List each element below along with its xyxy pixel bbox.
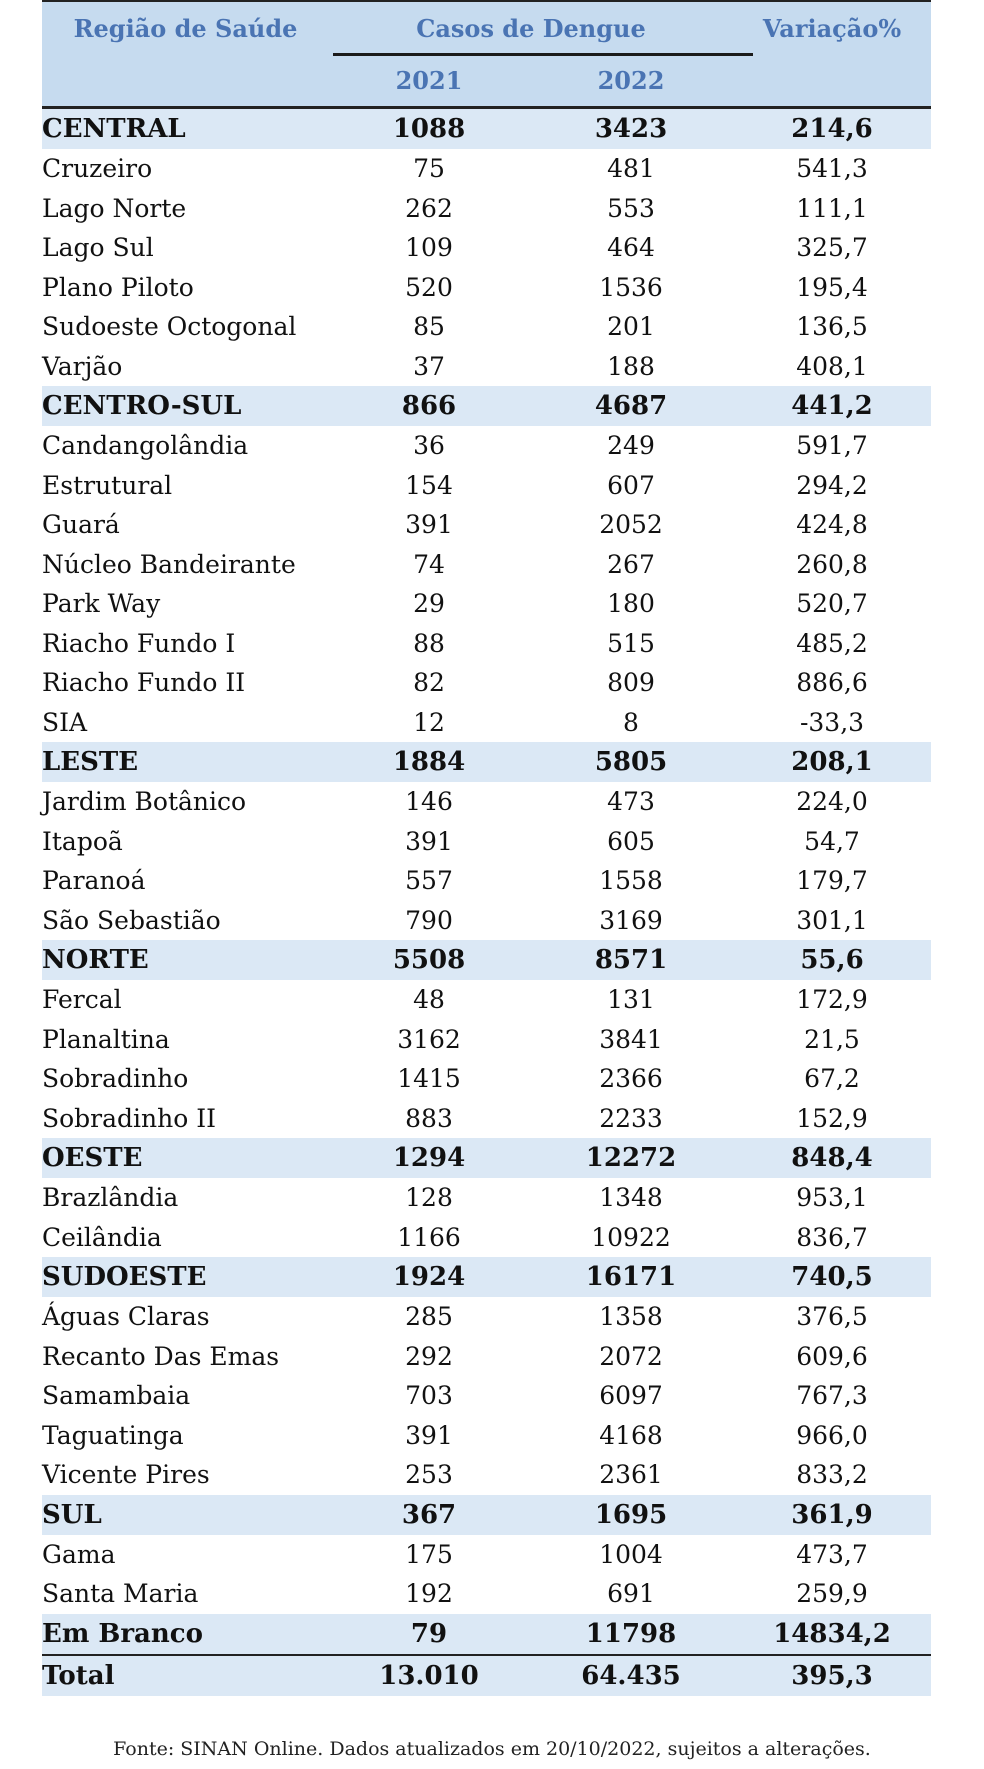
cases-2021-cell: 82 — [329, 663, 529, 703]
table-row — [42, 703, 931, 743]
region-name-cell: SUDOESTE — [42, 1257, 329, 1297]
region-name-cell: Total — [42, 1655, 329, 1696]
region-name-cell: CENTRO-SUL — [42, 386, 329, 426]
cases-2021-cell: 48 — [329, 980, 529, 1020]
cases-2021-cell: 1088 — [329, 108, 529, 150]
cases-2022-cell: 1348 — [529, 1178, 733, 1218]
region-name-cell: Lago Sul — [42, 228, 329, 268]
region-name-cell: Riacho Fundo I — [42, 624, 329, 664]
cases-2021-cell: 1924 — [329, 1257, 529, 1297]
table-row — [42, 426, 931, 466]
region-name-cell: Sobradinho II — [42, 1099, 329, 1139]
cases-2021-cell: 74 — [329, 545, 529, 585]
cases-2022-cell: 180 — [529, 584, 733, 624]
cases-2021-cell: 29 — [329, 584, 529, 624]
cases-2022-cell: 8 — [529, 703, 733, 743]
table-row — [42, 189, 931, 229]
table-row — [42, 1337, 931, 1377]
table-row — [42, 1376, 931, 1416]
cases-2022-cell: 4168 — [529, 1416, 733, 1456]
region-row — [42, 1138, 931, 1178]
region-name-cell: Brazlândia — [42, 1178, 329, 1218]
region-name-cell: Santa Maria — [42, 1574, 329, 1614]
cases-2022-cell: 553 — [529, 189, 733, 229]
cases-2022-cell: 607 — [529, 466, 733, 506]
cases-2022-cell: 1004 — [529, 1535, 733, 1575]
table-row — [42, 782, 931, 822]
region-name-cell: Cruzeiro — [42, 149, 329, 189]
cases-2022-cell: 3841 — [529, 1020, 733, 1060]
region-row — [42, 742, 931, 782]
cases-2022-cell: 2233 — [529, 1099, 733, 1139]
variation-cell: 224,0 — [733, 782, 931, 822]
cases-2022-cell: 2072 — [529, 1337, 733, 1377]
variation-cell: 325,7 — [733, 228, 931, 268]
cases-2021-cell: 36 — [329, 426, 529, 466]
cases-2021-cell: 866 — [329, 386, 529, 426]
variation-cell: 260,8 — [733, 545, 931, 585]
header-region: Região de Saúde — [42, 2, 329, 54]
variation-cell: 473,7 — [733, 1535, 931, 1575]
region-name-cell: Gama — [42, 1535, 329, 1575]
table-row — [42, 347, 931, 387]
region-name-cell: NORTE — [42, 940, 329, 980]
variation-cell: 848,4 — [733, 1138, 931, 1178]
variation-cell: 441,2 — [733, 386, 931, 426]
region-name-cell: SIA — [42, 703, 329, 743]
table-row — [42, 268, 931, 308]
cases-2021-cell: 883 — [329, 1099, 529, 1139]
cases-2022-cell: 605 — [529, 822, 733, 862]
table-row — [42, 663, 931, 703]
region-name-cell: Jardim Botânico — [42, 782, 329, 822]
cases-2022-cell: 188 — [529, 347, 733, 387]
variation-cell: 520,7 — [733, 584, 931, 624]
cases-2022-cell: 11798 — [529, 1614, 733, 1655]
variation-cell: 361,9 — [733, 1495, 931, 1535]
cases-2021-cell: 37 — [329, 347, 529, 387]
cases-2022-cell: 16171 — [529, 1257, 733, 1297]
table-row — [42, 901, 931, 941]
cases-2022-cell: 691 — [529, 1574, 733, 1614]
table-row — [42, 1059, 931, 1099]
source-footnote: Fonte: SINAN Online. Dados atualizados em 20/10/2022, sujeitos a alterações. — [113, 1738, 871, 1760]
cases-2021-cell: 79 — [329, 1614, 529, 1655]
header-year-2021: 2021 — [329, 54, 529, 108]
variation-cell: 541,3 — [733, 149, 931, 189]
cases-2022-cell: 267 — [529, 545, 733, 585]
cases-2022-cell: 1358 — [529, 1297, 733, 1337]
region-name-cell: Lago Norte — [42, 189, 329, 229]
cases-2022-cell: 2361 — [529, 1455, 733, 1495]
cases-2021-cell: 703 — [329, 1376, 529, 1416]
total-row — [42, 1655, 931, 1696]
variation-cell: 214,6 — [733, 108, 931, 150]
variation-cell: 111,1 — [733, 189, 931, 229]
cases-2021-cell: 1166 — [329, 1218, 529, 1258]
region-name-cell: Samambaia — [42, 1376, 329, 1416]
variation-cell: 376,5 — [733, 1297, 931, 1337]
cases-2021-cell: 391 — [329, 1416, 529, 1456]
cases-2021-cell: 3162 — [329, 1020, 529, 1060]
variation-cell: 54,7 — [733, 822, 931, 862]
blank-row — [42, 1614, 931, 1655]
variation-cell: 408,1 — [733, 347, 931, 387]
cases-2021-cell: 192 — [329, 1574, 529, 1614]
region-name-cell: OESTE — [42, 1138, 329, 1178]
cases-2022-cell: 5805 — [529, 742, 733, 782]
cases-2021-cell: 85 — [329, 307, 529, 347]
cases-2022-cell: 2052 — [529, 505, 733, 545]
region-name-cell: Recanto Das Emas — [42, 1337, 329, 1377]
region-name-cell: Fercal — [42, 980, 329, 1020]
cases-2022-cell: 249 — [529, 426, 733, 466]
region-row — [42, 386, 931, 426]
table-row — [42, 1178, 931, 1218]
cases-2022-cell: 3169 — [529, 901, 733, 941]
cases-2022-cell: 3423 — [529, 108, 733, 150]
cases-2022-cell: 1695 — [529, 1495, 733, 1535]
header-empty-cell — [42, 54, 329, 108]
cases-2021-cell: 285 — [329, 1297, 529, 1337]
region-name-cell: Em Branco — [42, 1614, 329, 1655]
cases-2022-cell: 201 — [529, 307, 733, 347]
table-row — [42, 1297, 931, 1337]
table-row — [42, 1020, 931, 1060]
region-row — [42, 108, 931, 150]
region-name-cell: São Sebastião — [42, 901, 329, 941]
table-row — [42, 545, 931, 585]
cases-2022-cell: 8571 — [529, 940, 733, 980]
cases-2021-cell: 75 — [329, 149, 529, 189]
variation-cell: -33,3 — [733, 703, 931, 743]
cases-2022-cell: 12272 — [529, 1138, 733, 1178]
cases-2021-cell: 12 — [329, 703, 529, 743]
region-name-cell: Itapoã — [42, 822, 329, 862]
cases-2021-cell: 253 — [329, 1455, 529, 1495]
region-name-cell: Candangolândia — [42, 426, 329, 466]
table-row — [42, 1455, 931, 1495]
variation-cell: 740,5 — [733, 1257, 931, 1297]
table-row — [42, 228, 931, 268]
region-name-cell: SUL — [42, 1495, 329, 1535]
cases-2022-cell: 473 — [529, 782, 733, 822]
variation-cell: 395,3 — [733, 1655, 931, 1696]
variation-cell: 208,1 — [733, 742, 931, 782]
cases-2021-cell: 1415 — [329, 1059, 529, 1099]
table-body — [42, 108, 931, 1696]
table-row — [42, 505, 931, 545]
region-name-cell: Ceilândia — [42, 1218, 329, 1258]
region-name-cell: LESTE — [42, 742, 329, 782]
table-row — [42, 1535, 931, 1575]
cases-2022-cell: 64.435 — [529, 1655, 733, 1696]
table-row — [42, 980, 931, 1020]
variation-cell: 301,1 — [733, 901, 931, 941]
cases-2022-cell: 131 — [529, 980, 733, 1020]
table-row — [42, 1574, 931, 1614]
cases-2021-cell: 391 — [329, 505, 529, 545]
header-row-1 — [42, 2, 931, 54]
table-row — [42, 861, 931, 901]
variation-cell: 886,6 — [733, 663, 931, 703]
variation-cell: 953,1 — [733, 1178, 931, 1218]
region-name-cell: Sudoeste Octogonal — [42, 307, 329, 347]
variation-cell: 14834,2 — [733, 1614, 931, 1655]
variation-cell: 966,0 — [733, 1416, 931, 1456]
cases-2022-cell: 10922 — [529, 1218, 733, 1258]
variation-cell: 172,9 — [733, 980, 931, 1020]
variation-cell: 294,2 — [733, 466, 931, 506]
header-cases: Casos de Dengue — [329, 2, 733, 54]
cases-2021-cell: 13.010 — [329, 1655, 529, 1696]
table-row — [42, 822, 931, 862]
table-row — [42, 307, 931, 347]
variation-cell: 767,3 — [733, 1376, 931, 1416]
variation-cell: 259,9 — [733, 1574, 931, 1614]
cases-2021-cell: 790 — [329, 901, 529, 941]
region-name-cell: Sobradinho — [42, 1059, 329, 1099]
cases-2021-cell: 128 — [329, 1178, 529, 1218]
cases-2021-cell: 391 — [329, 822, 529, 862]
region-name-cell: Guará — [42, 505, 329, 545]
cases-2021-cell: 557 — [329, 861, 529, 901]
region-name-cell: Riacho Fundo II — [42, 663, 329, 703]
cases-2022-cell: 1558 — [529, 861, 733, 901]
header-year-2022: 2022 — [529, 54, 733, 108]
table-row — [42, 149, 931, 189]
cases-2021-cell: 175 — [329, 1535, 529, 1575]
region-name-cell: Estrutural — [42, 466, 329, 506]
table-row — [42, 1416, 931, 1456]
variation-cell: 591,7 — [733, 426, 931, 466]
variation-cell: 179,7 — [733, 861, 931, 901]
cases-2021-cell: 5508 — [329, 940, 529, 980]
variation-cell: 609,6 — [733, 1337, 931, 1377]
table-row — [42, 1218, 931, 1258]
region-row — [42, 1495, 931, 1535]
dengue-cases-table — [42, 2, 931, 1696]
variation-cell: 424,8 — [733, 505, 931, 545]
region-name-cell: Vicente Pires — [42, 1455, 329, 1495]
cases-2022-cell: 1536 — [529, 268, 733, 308]
header-row-2 — [42, 54, 931, 108]
cases-2021-cell: 109 — [329, 228, 529, 268]
cases-2021-cell: 292 — [329, 1337, 529, 1377]
cases-2021-cell: 520 — [329, 268, 529, 308]
cases-2022-cell: 481 — [529, 149, 733, 189]
cases-2021-cell: 262 — [329, 189, 529, 229]
cases-2021-cell: 367 — [329, 1495, 529, 1535]
cases-2022-cell: 2366 — [529, 1059, 733, 1099]
cases-2021-cell: 154 — [329, 466, 529, 506]
cases-2021-cell: 1884 — [329, 742, 529, 782]
variation-cell: 55,6 — [733, 940, 931, 980]
table-row — [42, 624, 931, 664]
region-name-cell: Taguatinga — [42, 1416, 329, 1456]
cases-2022-cell: 809 — [529, 663, 733, 703]
variation-cell: 485,2 — [733, 624, 931, 664]
region-name-cell: Núcleo Bandeirante — [42, 545, 329, 585]
variation-cell: 67,2 — [733, 1059, 931, 1099]
region-name-cell: Varjão — [42, 347, 329, 387]
cases-header-underline — [333, 53, 753, 56]
variation-cell: 833,2 — [733, 1455, 931, 1495]
region-name-cell: Planaltina — [42, 1020, 329, 1060]
region-name-cell: Águas Claras — [42, 1297, 329, 1337]
region-name-cell: Park Way — [42, 584, 329, 624]
table-row — [42, 1099, 931, 1139]
variation-cell: 136,5 — [733, 307, 931, 347]
cases-2022-cell: 515 — [529, 624, 733, 664]
header-variation: Variação% — [733, 2, 931, 54]
cases-2021-cell: 146 — [329, 782, 529, 822]
cases-2022-cell: 6097 — [529, 1376, 733, 1416]
variation-cell: 195,4 — [733, 268, 931, 308]
variation-cell: 21,5 — [733, 1020, 931, 1060]
variation-cell: 836,7 — [733, 1218, 931, 1258]
region-name-cell: Paranoá — [42, 861, 329, 901]
cases-2021-cell: 88 — [329, 624, 529, 664]
cases-2021-cell: 1294 — [329, 1138, 529, 1178]
cases-2022-cell: 464 — [529, 228, 733, 268]
region-name-cell: CENTRAL — [42, 108, 329, 150]
variation-cell: 152,9 — [733, 1099, 931, 1139]
cases-2022-cell: 4687 — [529, 386, 733, 426]
header-empty-cell — [733, 54, 931, 108]
region-row — [42, 940, 931, 980]
table-row — [42, 584, 931, 624]
region-name-cell: Plano Piloto — [42, 268, 329, 308]
table-row — [42, 466, 931, 506]
region-row — [42, 1257, 931, 1297]
